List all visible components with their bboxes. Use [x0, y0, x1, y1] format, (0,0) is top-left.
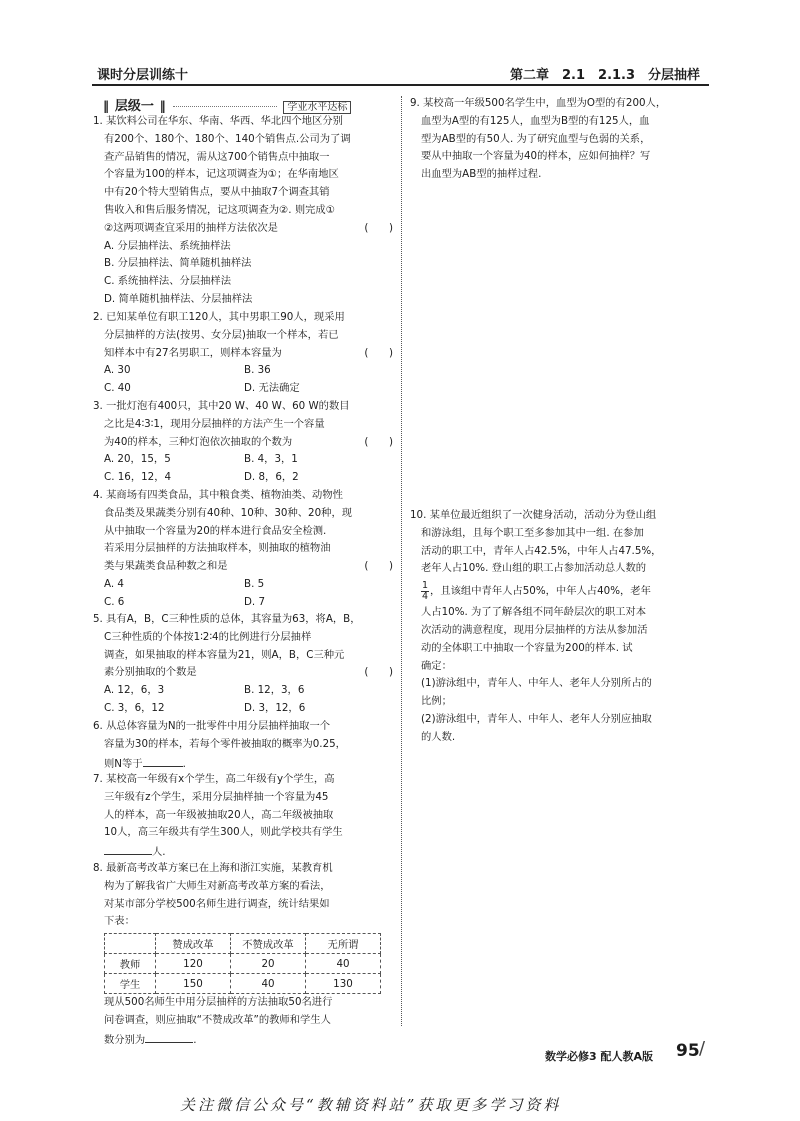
option-b: B. 5 [244, 577, 265, 590]
option-c: C. 16，12，4 [104, 471, 172, 484]
option-b: B. 12，3，6 [244, 684, 305, 697]
header-right: 第二章 2.1 2.1.3 分层抽样 [510, 68, 701, 83]
question-4: 4. 某商场有四类食品，其中粮食类、植物油类、动物性 食品类及果蔬类分别有40种、10种、30种、20种，现 从中抽取一个容量为20的样本进行食品安全检测. 若采用分层抽样的方法抽取样本，则抽取的植物油 类与果蔬类食品种数之和是 ( ) A. 4 B. 5 C. 6 D. 7 [93, 487, 393, 612]
option-d: D. 3，12，6 [244, 701, 306, 714]
question-8: 8. 最新高考改革方案已在上海和浙江实施，某教育机 构为了解我省广大师生对新高考改革方案的看法， 对某市部分学校500名师生进行调查，统计结果如 下表： [93, 862, 333, 928]
question-6: 6. 从总体容量为N的一批零件中用分层抽样抽取一个 容量为30的样本，若每个零件被抽取的概率为0.25， 则N等于 . [93, 720, 346, 770]
option-a: A. 30 [104, 364, 131, 377]
answer-paren: ( ) [364, 560, 393, 573]
question-1: 1. 某饮料公司在华东、华南、华西、华北四个地区分别 有200个、180个、180个、140个销售点.公司为了调 查产品销售的情况，需从这700个销售点中抽取一 个容量为100的样本，记这项调查为①；在华南地区 中有20个特大型销售点，要从中抽取7个调查其销 售收入和售后服务情况，记这项调查为②. 则完成① ②这两项调查宜采用的抽样方法依次是 ( ) A. 分层抽样法、系统抽样法 B. 分层抽样法、简单随机抽样法 C. 系统抽样法、分层抽样法 D. 简单随机抽样法、分层抽样法 [93, 113, 393, 309]
option-a: A. 12，6，3 [104, 684, 165, 697]
option-d: D. 无法确定 [244, 382, 300, 395]
question-2: 2. 已知某单位有职工120人，其中男职工90人，现采用 分层抽样的方法(按男、女分层)抽取一个样本，若已 知样本中有27名男职工，则样本容量为 ( ) A. 30 B. 36 C. 40 D. 无法确定 [93, 309, 393, 398]
option-d: D. 简单随机抽样法、分层抽样法 [104, 292, 253, 305]
answer-paren: ( ) [364, 666, 393, 679]
option-a: A. 分层抽样法、系统抽样法 [104, 239, 231, 252]
option-c: C. 6 [104, 595, 125, 608]
table-row: 学生 150 40 130 [105, 974, 381, 994]
question-7: 7. 某校高一年级有x个学生，高二年级有y个学生，高 三年级有z个学生，采用分层抽样抽一个容量为45 人的样本，高一年级被抽取20人，高二年级被抽取 10人，高三年级共有学生300人，则此学校共有学生 人. [93, 773, 343, 859]
level-banner: ‖ 层级一 ‖ 学业水平达标 [103, 95, 397, 115]
question-10: 10. 某单位最近组织了一次健身活动，活动分为登山组 和游泳组，且每个职工至多参加其中一组. 在参加 活动的职工中，青年人占42.5%，中年人占47.5%， 老年人占10%. 登山组的职工占参加活动总人数的 $\frac{1}{4}$ ，且该组中青年人占50%，中年人占40%，老年 人占10%. 为了了解各组不同年龄层次的职工对本 次活动的满意程度，现用分层抽样的方法从参加活 动的全体职工中抽取一个容量为200的样本. 试 确定： (1)游泳组中，青年人、中年人、老年人分别所占的 比例； (2)游泳组中，青年人、中年人、老年人分别应抽取 的人数. [410, 509, 662, 743]
answer-paren: ( ) [364, 435, 393, 448]
header-rule [92, 84, 709, 86]
option-b: B. 36 [244, 364, 271, 377]
question-8-continued: 现从500名师生中用分层抽样的方法抽取50名进行 问卷调查，则应抽取“不赞成改革”的教师和学生人 数分别为 . [104, 996, 333, 1046]
header-left: 课时分层训练十 [97, 68, 189, 83]
level-label: 层级一 [114, 99, 154, 114]
question-3: 3. 一批灯泡有400只，其中20 W、40 W、60 W的数目 之比是4∶3∶1，现用分层抽样的方法产生一个容量 为40的样本，三种灯泡依次抽取的个数为 ( ) A. 20，15，5 B. 4，3，1 C. 16，12，4 D. 8，6，2 [93, 398, 393, 487]
table-row: 教师 120 20 40 [105, 954, 381, 974]
fraction: $\frac{1}{4}$ [422, 579, 429, 602]
watermark-text: 关注微信公众号“教辅资料站”获取更多学习资料 [180, 1096, 562, 1114]
footer-slash: / [699, 1038, 706, 1059]
fill-blank [104, 842, 152, 855]
page-number: 95 [676, 1041, 700, 1061]
answer-paren: ( ) [364, 346, 393, 359]
option-b: B. 4，3，1 [244, 453, 298, 466]
option-a: A. 20，15，5 [104, 453, 171, 466]
answer-paren: ( ) [364, 221, 393, 234]
option-c: C. 系统抽样法、分层抽样法 [104, 275, 232, 288]
option-a: A. 4 [104, 577, 124, 590]
option-c: C. 40 [104, 382, 131, 395]
question-5: 5. 具有A，B，C三种性质的总体，其容量为63，将A，B， C三种性质的个体按1∶2∶4的比例进行分层抽样 调查，如果抽取的样本容量为21，则A，B，C三种元 素分别抽取的个数是 ( ) A. 12，6，3 B. 12，3，6 C. 3，6，12 D. 3，12，6 [93, 611, 393, 718]
fill-blank [145, 1030, 193, 1043]
column-separator [401, 96, 402, 1026]
question-9: 9. 某校高一年级500名学生中，血型为O型的有200人， 血型为A型的有125人，血型为B型的有125人，血 型为AB型的有50人. 为了研究血型与色弱的关系， 要从中抽取一个容量为40的样本，应如何抽样？写 出血型为AB型的抽样过程. [410, 97, 667, 181]
option-d: D. 7 [244, 595, 266, 608]
level-tag: 学业水平达标 [283, 101, 351, 114]
survey-table: 赞成改革 不赞成改革 无所谓 教师 120 20 40 学生 150 40 130 [104, 933, 381, 994]
option-b: B. 分层抽样法、简单随机抽样法 [104, 257, 252, 270]
footer-book-title: 数学必修3 配人教A版 [545, 1050, 653, 1063]
option-d: D. 8，6，2 [244, 471, 299, 484]
fill-blank [143, 754, 183, 767]
option-c: C. 3，6，12 [104, 701, 165, 714]
